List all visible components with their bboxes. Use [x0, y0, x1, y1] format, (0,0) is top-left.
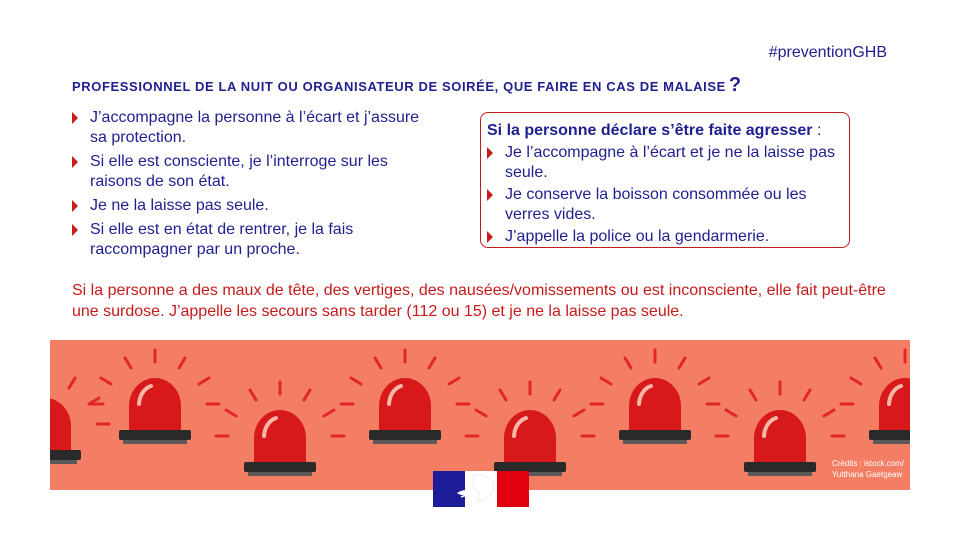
chevron-right-icon	[72, 156, 78, 168]
marianne-logo	[433, 471, 529, 507]
photo-credits: Crédits : istock.com/ Yutthana Gaetgeaw	[831, 459, 904, 479]
list-item: J’accompagne la personne à l’écart et j’assure sa protection.	[72, 108, 432, 148]
title-question-mark: ?	[728, 74, 742, 96]
siren-illustration	[50, 340, 910, 490]
hashtag: #preventionGHB	[768, 44, 887, 61]
list-item: Je l’accompagne à l’écart et je ne la laisse pas seule.	[487, 143, 849, 183]
list-item: Si elle est en état de rentrer, je la fais raccompagner par un proche.	[72, 220, 432, 260]
list-item: Je conserve la boisson consommée ou les verres vides.	[487, 185, 849, 225]
overdose-warning: Si la personne a des maux de tête, des vertiges, des nausées/vomissements ou est inconsciente, elle fait peut-être une surdose. J’appelle les secours sans tarder (112 ou 15) et je ne la laisse pas seule.	[72, 282, 886, 320]
list-item: Je ne la laisse pas seule.	[72, 196, 432, 216]
chevron-right-icon	[72, 112, 78, 124]
page-title	[72, 74, 742, 97]
assault-info-box	[480, 112, 850, 248]
advice-list	[72, 108, 432, 264]
chevron-right-icon	[487, 189, 493, 201]
siren-banner	[50, 340, 910, 490]
list-item: Si elle est consciente, je l’interroge sur les raisons de son état.	[72, 152, 432, 192]
title-text: PROFESSIONNEL DE LA NUIT OU ORGANISATEUR DE SOIRÉE, QUE FAIRE EN CAS DE MALAISE	[72, 79, 726, 94]
chevron-right-icon	[72, 200, 78, 212]
chevron-right-icon	[487, 231, 493, 243]
chevron-right-icon	[72, 224, 78, 236]
chevron-right-icon	[487, 147, 493, 159]
box-heading: Si la personne déclare s’être faite agresser :	[487, 122, 822, 139]
list-item: J’appelle la police ou la gendarmerie.	[487, 227, 849, 247]
